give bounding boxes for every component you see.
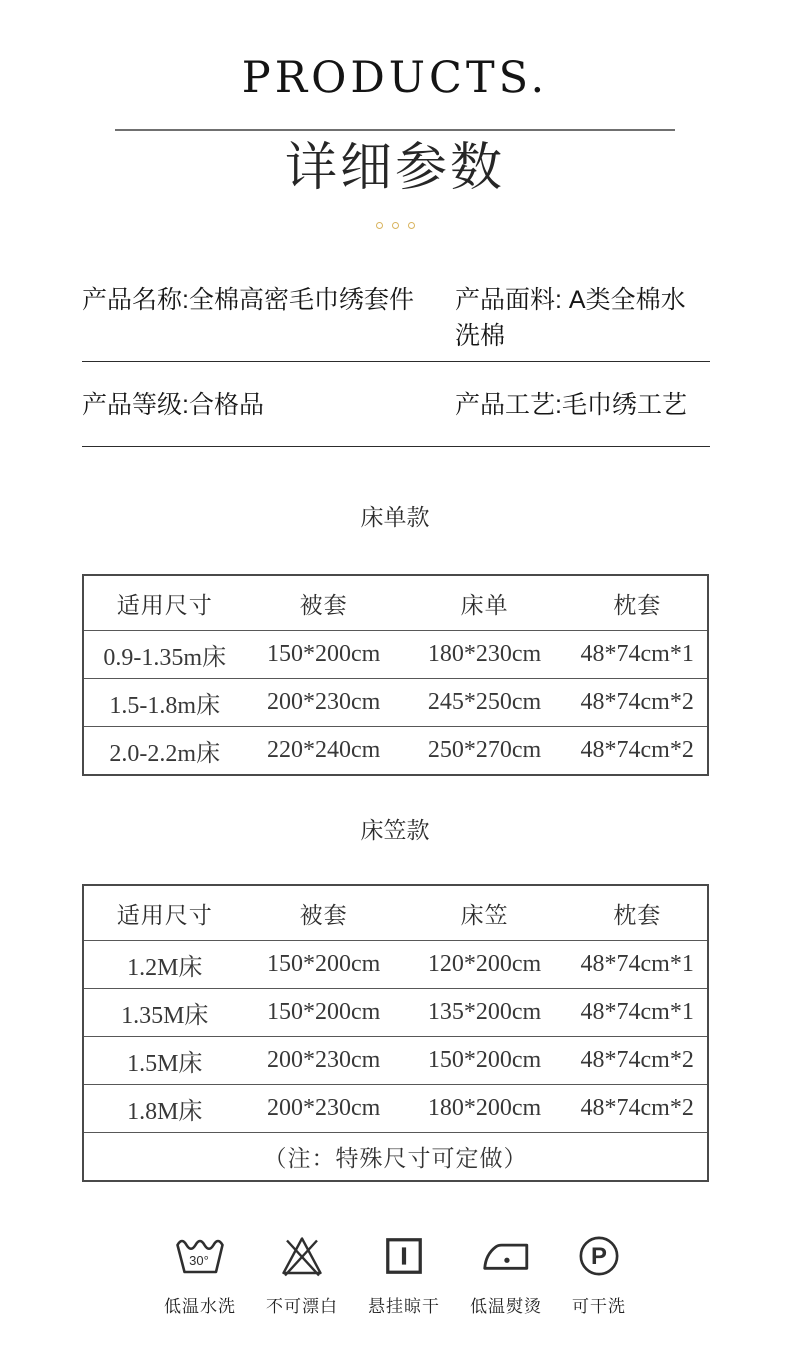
table-row: [83, 941, 708, 989]
product-name: 产品名称:全棉高密毛巾绣套件: [82, 286, 414, 315]
gold-dot-icon: [376, 222, 383, 229]
table-cell: 200*230cm: [266, 689, 381, 716]
table-cell: 200*230cm: [266, 1095, 381, 1122]
table-cell: 180*200cm: [427, 1095, 542, 1122]
dry-clean-letter: P: [591, 1243, 607, 1271]
table-row: [83, 679, 708, 727]
section-title-sheet-style: 床单款: [360, 504, 430, 531]
brand-title: PRODUCTS.: [241, 53, 549, 103]
table-note: （注：特殊尺寸可定做）: [263, 1146, 528, 1172]
care-label: 可干洗: [572, 1297, 626, 1317]
table-note-row: [83, 1133, 708, 1182]
table-cell: 48*74cm*2: [580, 1095, 694, 1122]
column-header: 床笠: [460, 901, 509, 928]
product-craft: 产品工艺:毛巾绣工艺: [455, 391, 687, 420]
iron-low-icon: [481, 1232, 531, 1280]
wash-temp-label: 30°: [189, 1253, 209, 1269]
product-fabric: 产品面料: A类全棉水洗棉: [455, 286, 686, 351]
care-instructions: [0, 1232, 790, 1317]
table-cell: 1.5M床: [127, 1051, 203, 1078]
care-item-dry-clean: [572, 1232, 626, 1317]
table-cell: 220*240cm: [266, 737, 381, 764]
fitted-size-table: [82, 884, 709, 1182]
care-item-no-bleach: [266, 1232, 338, 1317]
table-cell: 250*270cm: [427, 737, 542, 764]
care-item-hang-dry: [368, 1232, 440, 1317]
table-cell: 48*74cm*2: [580, 737, 694, 764]
info-row: [82, 362, 710, 447]
wash-30-icon: [175, 1232, 225, 1280]
table-cell: 150*200cm: [266, 641, 381, 668]
header-divider: [115, 129, 675, 131]
table-row: [83, 631, 708, 679]
column-header: 适用尺寸: [116, 901, 213, 928]
table-row: [83, 1037, 708, 1085]
table-cell: 48*74cm*2: [580, 1047, 694, 1074]
table-cell: 48*74cm*1: [580, 641, 694, 668]
product-info: [82, 275, 710, 447]
table-cell: 245*250cm: [427, 689, 542, 716]
care-label: 不可漂白: [266, 1297, 338, 1317]
dry-clean-icon: [578, 1232, 620, 1280]
column-header: 床单: [460, 591, 509, 618]
gold-dot-icon: [392, 222, 399, 229]
table-cell: 120*200cm: [427, 951, 542, 978]
table-cell: 48*74cm*1: [580, 951, 694, 978]
table-cell: 1.5-1.8m床: [109, 693, 221, 720]
section-title-fitted-style: 床笠款: [360, 817, 430, 844]
table-cell: 48*74cm*1: [580, 999, 694, 1026]
hang-dry-icon: [383, 1232, 425, 1280]
table-cell: 1.2M床: [127, 955, 203, 982]
table-cell: 150*200cm: [266, 951, 381, 978]
care-label: 低温水洗: [164, 1297, 236, 1317]
table-cell: 135*200cm: [427, 999, 542, 1026]
table-cell: 1.8M床: [127, 1099, 203, 1126]
table-row: [83, 1085, 708, 1133]
sheet-size-table: [82, 574, 709, 776]
table-cell: 150*200cm: [266, 999, 381, 1026]
decor-dots: [0, 222, 790, 229]
table-row: [83, 989, 708, 1037]
table-cell: 200*230cm: [266, 1047, 381, 1074]
product-grade: 产品等级:合格品: [82, 391, 264, 420]
table-cell: 1.35M床: [121, 1003, 209, 1030]
table-cell: 150*200cm: [427, 1047, 542, 1074]
gold-dot-icon: [408, 222, 415, 229]
table-cell: 2.0-2.2m床: [109, 741, 221, 768]
table-header-row: [83, 885, 708, 941]
table-cell: 0.9-1.35m床: [103, 645, 227, 672]
care-item-iron-low: [470, 1232, 542, 1317]
care-label: 低温熨烫: [470, 1297, 542, 1317]
table-cell: 48*74cm*2: [580, 689, 694, 716]
info-row: [82, 275, 710, 362]
column-header: 适用尺寸: [116, 591, 213, 618]
column-header: 枕套: [613, 591, 662, 618]
table-header-row: [83, 575, 708, 631]
column-header: 被套: [299, 901, 348, 928]
care-item-wash: [164, 1232, 236, 1317]
column-header: 枕套: [613, 901, 662, 928]
care-label: 悬挂晾干: [368, 1297, 440, 1317]
table-row: [83, 727, 708, 776]
column-header: 被套: [299, 591, 348, 618]
table-cell: 180*230cm: [427, 641, 542, 668]
page-title: 详细参数: [284, 139, 505, 198]
no-bleach-icon: [279, 1232, 325, 1280]
